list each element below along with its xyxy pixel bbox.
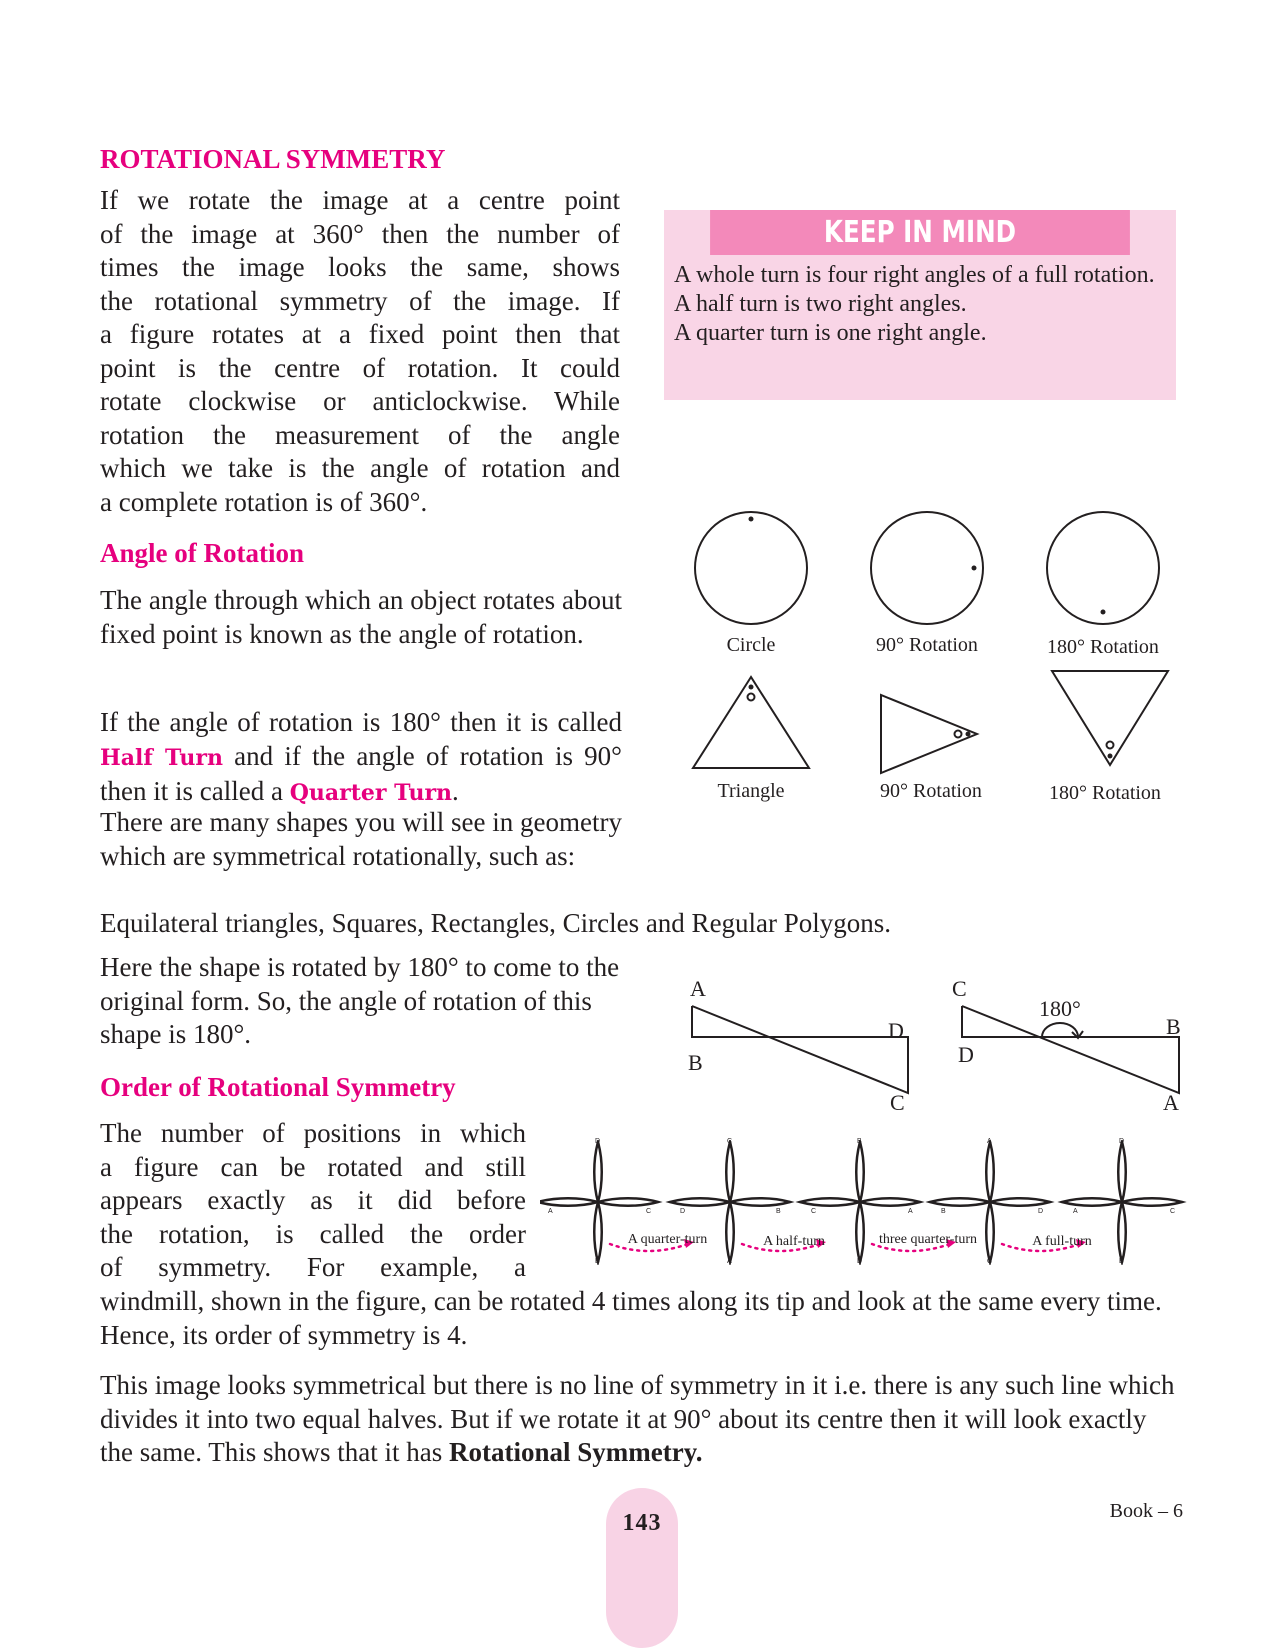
triangle-90-shape xyxy=(881,695,977,773)
page-number: 143 xyxy=(622,1510,662,1536)
z-left-label-a: A xyxy=(690,976,706,1001)
windmill-2-bottom: A xyxy=(727,1258,732,1265)
z-right-angle: 180° xyxy=(1039,996,1081,1021)
intro-line: point is the centre of rotation. It could xyxy=(100,352,620,383)
shapes-list: Equilateral triangles, Squares, Rectangles, Circles and Regular Polygons. xyxy=(100,908,892,938)
keep-in-mind-line: A half turn is two right angles. xyxy=(674,291,967,317)
order-line: The number of positions in which xyxy=(100,1118,526,1148)
last-paragraph-text: This image looks symmetrical but there is no line of symmetry in it i.e. there is any such line which divides it into two equal halves. But if we rotate it at 90° about its centre then it will look exactly the same. This shows that it has xyxy=(100,1370,1175,1467)
windmill-4-bottom: C xyxy=(987,1258,993,1265)
windmill-2-top: C xyxy=(727,1138,733,1145)
windmill-1-right: C xyxy=(646,1208,652,1215)
triangle-180-marker xyxy=(1107,742,1114,749)
windmill-4-top: A xyxy=(987,1138,992,1145)
windmill-3-bottom: D xyxy=(857,1258,863,1265)
half-quarter-text: . xyxy=(452,776,459,806)
windmill-1-bottom: B xyxy=(595,1258,600,1265)
order-line: of symmetry. For example, a xyxy=(100,1252,526,1282)
windmill-5-right: C xyxy=(1170,1208,1176,1215)
windmill-5-top: D xyxy=(1119,1138,1125,1145)
caption-circle-90: 90° Rotation xyxy=(876,634,978,656)
caption-circle-180: 180° Rotation xyxy=(1047,636,1159,658)
z-right-label-b: B xyxy=(1166,1014,1181,1039)
keep-in-mind-line: A quarter turn is one right angle. xyxy=(674,320,987,346)
windmill-3-top: B xyxy=(857,1138,862,1145)
keep-in-mind-line: A whole turn is four right angles of a full rotation. xyxy=(674,262,1155,288)
triangle-180-shape xyxy=(1052,671,1168,765)
z-right-label-d: D xyxy=(958,1042,974,1067)
half-quarter-text: If the angle of rotation is 180° then it is called xyxy=(100,707,622,737)
intro-line: times the image looks the same, shows xyxy=(100,252,620,282)
triangle-180-dot xyxy=(1108,754,1113,759)
windmill-2-left: D xyxy=(680,1208,686,1215)
intro-line: which we take is the angle of rotation and xyxy=(100,453,620,483)
circle-90-dot xyxy=(972,566,977,571)
order-heading: Order of Rotational Symmetry xyxy=(100,1072,456,1102)
keep-in-mind-title: KEEP IN MIND xyxy=(710,210,1130,255)
angle-heading: Angle of Rotation xyxy=(100,538,304,568)
half-quarter-text: and if the angle of rotation is 90° then it is called a xyxy=(100,740,622,806)
windmill-5-left: A xyxy=(1073,1208,1078,1215)
z-right-label-a: A xyxy=(1163,1090,1179,1115)
z-left-label-b: B xyxy=(688,1050,703,1075)
intro-line: If we rotate the image at a centre point xyxy=(100,185,620,215)
section-heading: ROTATIONAL SYMMETRY xyxy=(100,144,446,174)
order-paragraph xyxy=(100,1117,526,1285)
shape-rotated-paragraph: Here the shape is rotated by 180° to come to the original form. So, the angle of rotation of this shape is 180°. xyxy=(100,952,620,1049)
keep-in-mind-box xyxy=(664,210,1176,400)
intro-line: a complete rotation is of 360°. xyxy=(100,486,428,517)
windmill-1-top: D xyxy=(595,1138,601,1145)
triangle-90-marker xyxy=(955,731,962,738)
book-label: Book – 6 xyxy=(1109,1500,1183,1522)
windmill-2-right: B xyxy=(776,1208,781,1215)
order-line: appears exactly as it did before xyxy=(100,1185,526,1215)
triangle-marker xyxy=(748,694,755,701)
angle-definition: The angle through which an object rotates about fixed point is known as the angle of rotation. xyxy=(100,585,622,649)
windmill-4-left: B xyxy=(941,1208,946,1215)
turn-label-half: A half-turn xyxy=(763,1234,825,1249)
windmill-3-left: C xyxy=(811,1208,817,1215)
z-right-label-c: C xyxy=(952,976,967,1001)
circle-180-shape xyxy=(1047,512,1159,624)
caption-circle: Circle xyxy=(726,634,776,656)
order-line: the rotation, is called the order xyxy=(100,1218,526,1249)
circle-90-shape xyxy=(871,512,983,624)
caption-triangle-180: 180° Rotation xyxy=(1049,782,1161,804)
intro-line: the rotational symmetry of the image. If xyxy=(100,285,620,316)
intro-paragraph xyxy=(100,184,620,519)
turn-label-quarter: A quarter-turn xyxy=(627,1232,708,1247)
rotation-arc xyxy=(1042,1023,1078,1037)
keep-in-mind-text xyxy=(664,255,1176,348)
triangle-shape xyxy=(693,677,809,768)
z-shape-figure xyxy=(680,990,1180,1110)
half-turn-term: Half Turn xyxy=(100,744,223,771)
z-shape-left xyxy=(692,1006,908,1093)
rotational-symmetry-term: Rotational Symmetry. xyxy=(448,1437,703,1467)
turn-label-full: A full-turn xyxy=(1032,1234,1092,1249)
last-paragraph xyxy=(100,1369,1184,1470)
circle-shape xyxy=(695,512,807,624)
circle-180-dot xyxy=(1101,610,1106,615)
intro-line: of the image at 360° then the number of xyxy=(100,218,620,249)
intro-line: a figure rotates at a fixed point then that xyxy=(100,319,620,349)
caption-triangle: Triangle xyxy=(717,780,785,802)
windmill-5-bottom: B xyxy=(1119,1258,1124,1265)
circle-dot xyxy=(749,517,754,522)
z-left-label-d: D xyxy=(888,1018,904,1043)
intro-line: rotate clockwise or anticlockwise. While xyxy=(100,386,620,416)
triangle-dot xyxy=(749,685,754,690)
windmill-4-right: D xyxy=(1038,1208,1044,1215)
quarter-turn-term: Quarter Turn xyxy=(289,780,453,806)
caption-triangle-90: 90° Rotation xyxy=(880,780,982,802)
triangle-90-dot xyxy=(966,732,971,737)
many-shapes-paragraph: There are many shapes you will see in geometry which are symmetrical rotationally, such as: xyxy=(100,807,622,871)
z-left-label-c: C xyxy=(890,1090,905,1115)
order-line: a figure can be rotated and still xyxy=(100,1151,526,1182)
windmill-3-right: A xyxy=(908,1208,913,1215)
order-continuation: windmill, shown in the figure, can be rotated 4 times along its tip and look at the same every time. Hence, its order of symmetry is 4. xyxy=(100,1286,1162,1350)
half-quarter-paragraph xyxy=(100,706,622,811)
turn-label-three-quarter: three quarter-turn xyxy=(878,1232,978,1247)
intro-line: rotation the measurement of the angle xyxy=(100,419,620,450)
windmill-1-left: A xyxy=(548,1208,553,1215)
